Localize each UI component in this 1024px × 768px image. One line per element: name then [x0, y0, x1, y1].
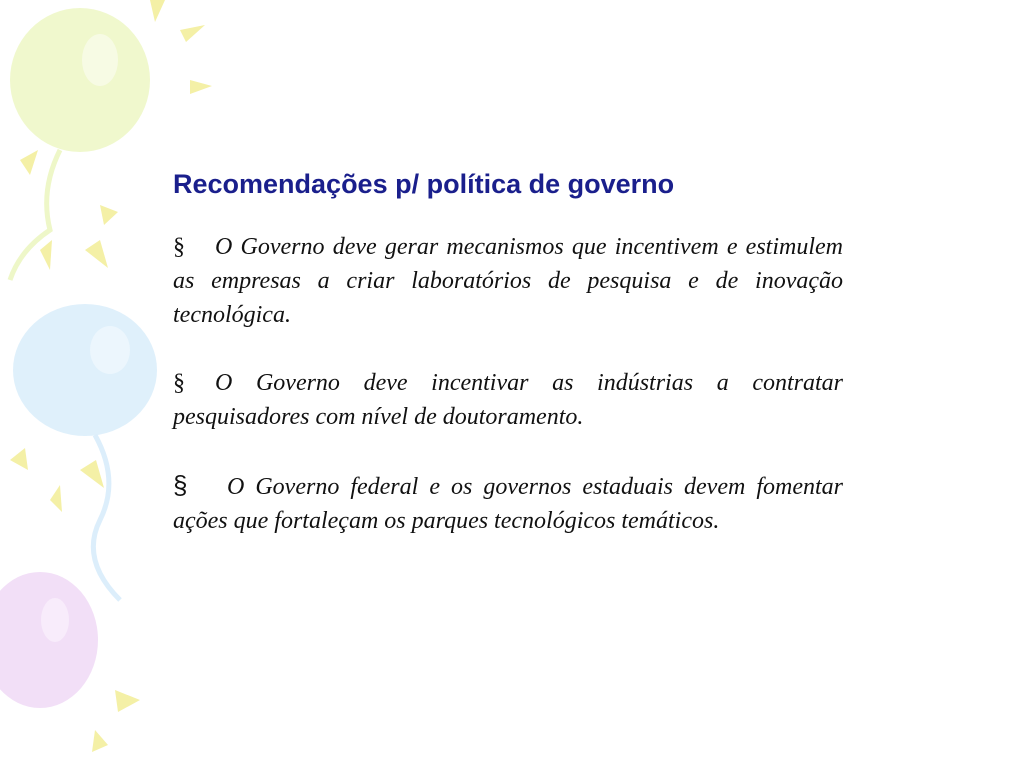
blue-balloon-icon [13, 304, 157, 600]
pink-balloon-icon [0, 572, 98, 708]
section-sign-icon: § [173, 370, 185, 397]
green-balloon-icon [10, 8, 150, 280]
bullet-item-3 [173, 468, 843, 538]
section-sign-icon: § [173, 234, 185, 261]
bullet-text: O Governo federal e os governos estaduais devem fomentar ações que fortaleçam os parques tecnológicos temáticos. [173, 474, 843, 535]
bullet-text: O Governo deve gerar mecanismos que incentivem e estimulem as empresas a criar laboratórios de pesquisa e de inovação tecnológica. [173, 234, 843, 329]
slide-content [173, 168, 843, 572]
bullet-item-1 [173, 230, 843, 332]
slide-title: Recomendações p/ política de governo [173, 169, 675, 199]
bullet-item-2 [173, 366, 843, 434]
bullet-text: O Governo deve incentivar as indústrias a contratar pesquisadores com nível de doutoramento. [173, 370, 843, 431]
section-sign-icon: § [173, 470, 188, 501]
